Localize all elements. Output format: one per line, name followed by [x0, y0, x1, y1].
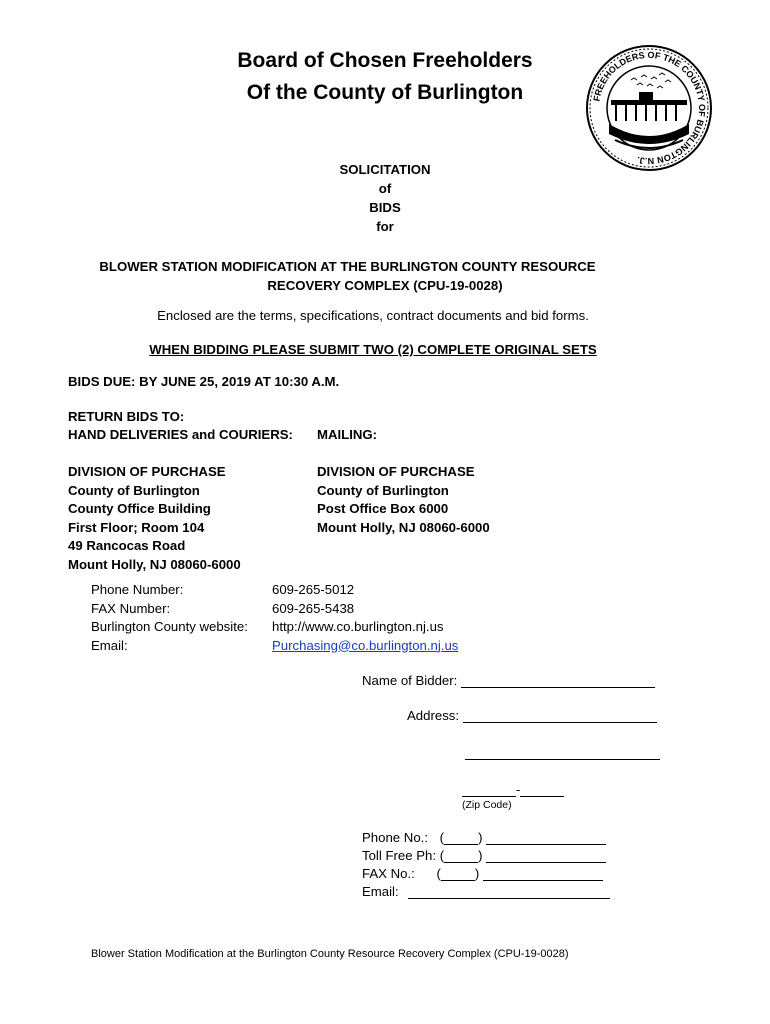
- hand-address-line: Mount Holly, NJ 08060-6000: [68, 556, 241, 572]
- hand-deliveries-label: HAND DELIVERIES and COURIERS:: [68, 427, 293, 442]
- phone-value: 609-265-5012: [272, 582, 355, 597]
- zip-row: [462, 782, 564, 797]
- bidder-name-row: [362, 673, 655, 688]
- phone-paren-open: (: [439, 830, 445, 845]
- project-title-line2: RECOVERY COMPLEX (CPU-19-0028): [267, 278, 503, 293]
- phone-paren-close: ): [478, 830, 483, 845]
- mail-address-line: Mount Holly, NJ 08060-6000: [317, 519, 490, 535]
- solicitation-line-1: SOLICITATION: [339, 162, 431, 177]
- enclosed-text: Enclosed are the terms, specifications, contract documents and bid forms.: [157, 308, 589, 323]
- tollfree-paren-open: (: [439, 848, 445, 863]
- zip-caption: (Zip Code): [462, 799, 512, 811]
- contact-labels: [91, 581, 248, 655]
- address-field-2-wrap: [465, 742, 660, 760]
- return-bids-label: RETURN BIDS TO:: [68, 409, 185, 424]
- hand-address-line: County Office Building: [68, 501, 211, 516]
- bidder-name-label: Name of Bidder:: [362, 673, 458, 688]
- solicitation-line-3: BIDS: [369, 200, 401, 215]
- project-title-line1: BLOWER STATION MODIFICATION AT THE BURLINGTON COUNTY RESOURCE: [99, 259, 596, 274]
- contact-values: [272, 581, 458, 655]
- phone-row: [362, 830, 606, 845]
- fax-row: [362, 866, 603, 881]
- bidder-email-field[interactable]: [408, 884, 610, 899]
- bids-due: BIDS DUE: BY JUNE 25, 2019 AT 10:30 A.M.: [68, 374, 340, 389]
- bidder-email-label: Email:: [362, 884, 399, 899]
- mail-address: [317, 463, 490, 537]
- phone-area-code-field[interactable]: [444, 830, 478, 845]
- fax-number-field[interactable]: [483, 866, 603, 881]
- phone-label: Phone Number:: [91, 582, 184, 597]
- fax-area-code-field[interactable]: [441, 866, 475, 881]
- tollfree-row: [362, 848, 606, 863]
- hand-address-line: County of Burlington: [68, 482, 200, 498]
- solicitation-line-2: of: [378, 181, 392, 196]
- hand-address-line: DIVISION OF PURCHASE: [68, 464, 226, 479]
- fax-value: 609-265-5438: [272, 600, 355, 616]
- email-label: Email:: [91, 637, 128, 653]
- hand-address-line: First Floor; Room 104: [68, 519, 205, 535]
- address-label: Address:: [407, 708, 460, 723]
- fax-paren-close: ): [474, 866, 480, 881]
- phone-number-field[interactable]: [486, 830, 606, 845]
- email-row: [362, 884, 610, 899]
- zip-field-1[interactable]: [462, 782, 516, 797]
- address-field-2[interactable]: [465, 745, 660, 760]
- page-title-line1: Board of Chosen Freeholders: [237, 49, 533, 72]
- tollfree-area-code-field[interactable]: [444, 848, 478, 863]
- fax-paren-open: (: [436, 866, 441, 881]
- email-link[interactable]: Purchasing@co.burlington.nj.us: [272, 637, 459, 653]
- solicitation-line-4: for: [376, 219, 394, 234]
- tollfree-number-field[interactable]: [486, 848, 606, 863]
- tollfree-paren-close: ): [478, 848, 483, 863]
- tollfree-label: Toll Free Ph:: [362, 848, 437, 863]
- mail-address-line: County of Burlington: [317, 482, 449, 498]
- mail-address-line: Post Office Box 6000: [317, 501, 449, 516]
- website-label: Burlington County website:: [91, 619, 248, 634]
- mail-address-line: DIVISION OF PURCHASE: [317, 464, 475, 479]
- fax-no-label: FAX No.:: [362, 866, 415, 881]
- website-link[interactable]: http://www.co.burlington.nj.us: [272, 619, 444, 634]
- fax-label: FAX Number:: [91, 600, 171, 616]
- page-title-line2: Of the County of Burlington: [246, 81, 524, 104]
- county-seal-icon: [585, 44, 713, 172]
- address-row: [407, 708, 657, 723]
- phone-no-label: Phone No.:: [362, 830, 428, 845]
- seal-text: FREEHOLDERS OF THE COUNTY OF BURLINGTON N.J.: [591, 49, 708, 167]
- address-field-1[interactable]: [463, 708, 657, 723]
- hand-address: [68, 463, 241, 574]
- zip-dash: -: [516, 782, 521, 797]
- zip-field-2[interactable]: [520, 782, 564, 797]
- bidder-name-field[interactable]: [461, 673, 655, 688]
- page-footer: Blower Station Modification at the Burlington County Resource Recovery Complex (CPU-19-0028): [91, 948, 569, 960]
- hand-address-line: 49 Rancocas Road: [68, 538, 186, 553]
- mailing-label: MAILING:: [317, 427, 378, 442]
- bidding-note: WHEN BIDDING PLEASE SUBMIT TWO (2) COMPLETE ORIGINAL SETS: [149, 342, 597, 357]
